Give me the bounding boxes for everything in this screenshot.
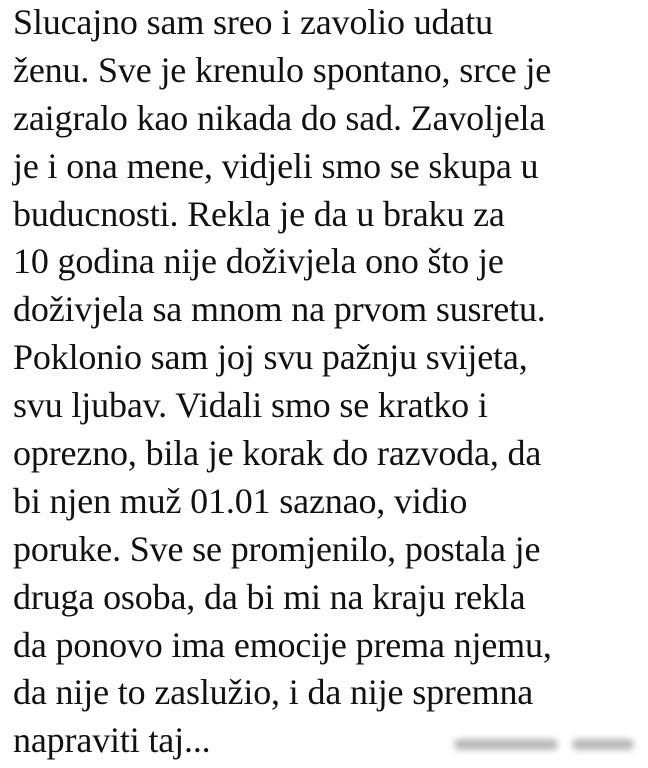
text-line: napraviti taj... <box>13 720 211 761</box>
text-line: svu ljubav. Vidali smo se kratko i <box>13 385 488 426</box>
text-line: druga osoba, da bi mi na kraju rekla <box>13 576 526 617</box>
text-line: buducnosti. Rekla je da u braku za <box>13 193 505 234</box>
text-line: doživjela sa mnom na prvom susretu. <box>13 289 546 330</box>
text-line: ženu. Sve je krenulo spontano, srce je <box>13 49 552 90</box>
text-line: 10 godina nije doživjela ono što je <box>13 241 504 282</box>
text-line: da nije to zaslužio, i da nije spremna <box>13 672 534 713</box>
watermark-blur-segment <box>454 739 558 750</box>
blurred-watermark <box>444 734 634 754</box>
text-line: zaigralo kao nikada do sad. Zavoljela <box>13 97 546 138</box>
text-line: da ponovo ima emocije prema njemu, <box>13 624 552 665</box>
text-line: je i ona mene, vidjeli smo se skupa u <box>13 145 539 186</box>
text-line: Slucajno sam sreo i zavolio udatu <box>13 2 493 42</box>
text-line: bi njen muž 01.01 saznao, vidio <box>13 480 468 521</box>
text-line: poruke. Sve se promjenilo, postala je <box>13 528 541 569</box>
watermark-blur-segment <box>572 739 634 750</box>
text-line: oprezno, bila je korak do razvoda, da <box>13 433 542 474</box>
text-line: Poklonio sam joj svu pažnju svijeta, <box>13 337 528 378</box>
confession-text <box>13 0 648 765</box>
